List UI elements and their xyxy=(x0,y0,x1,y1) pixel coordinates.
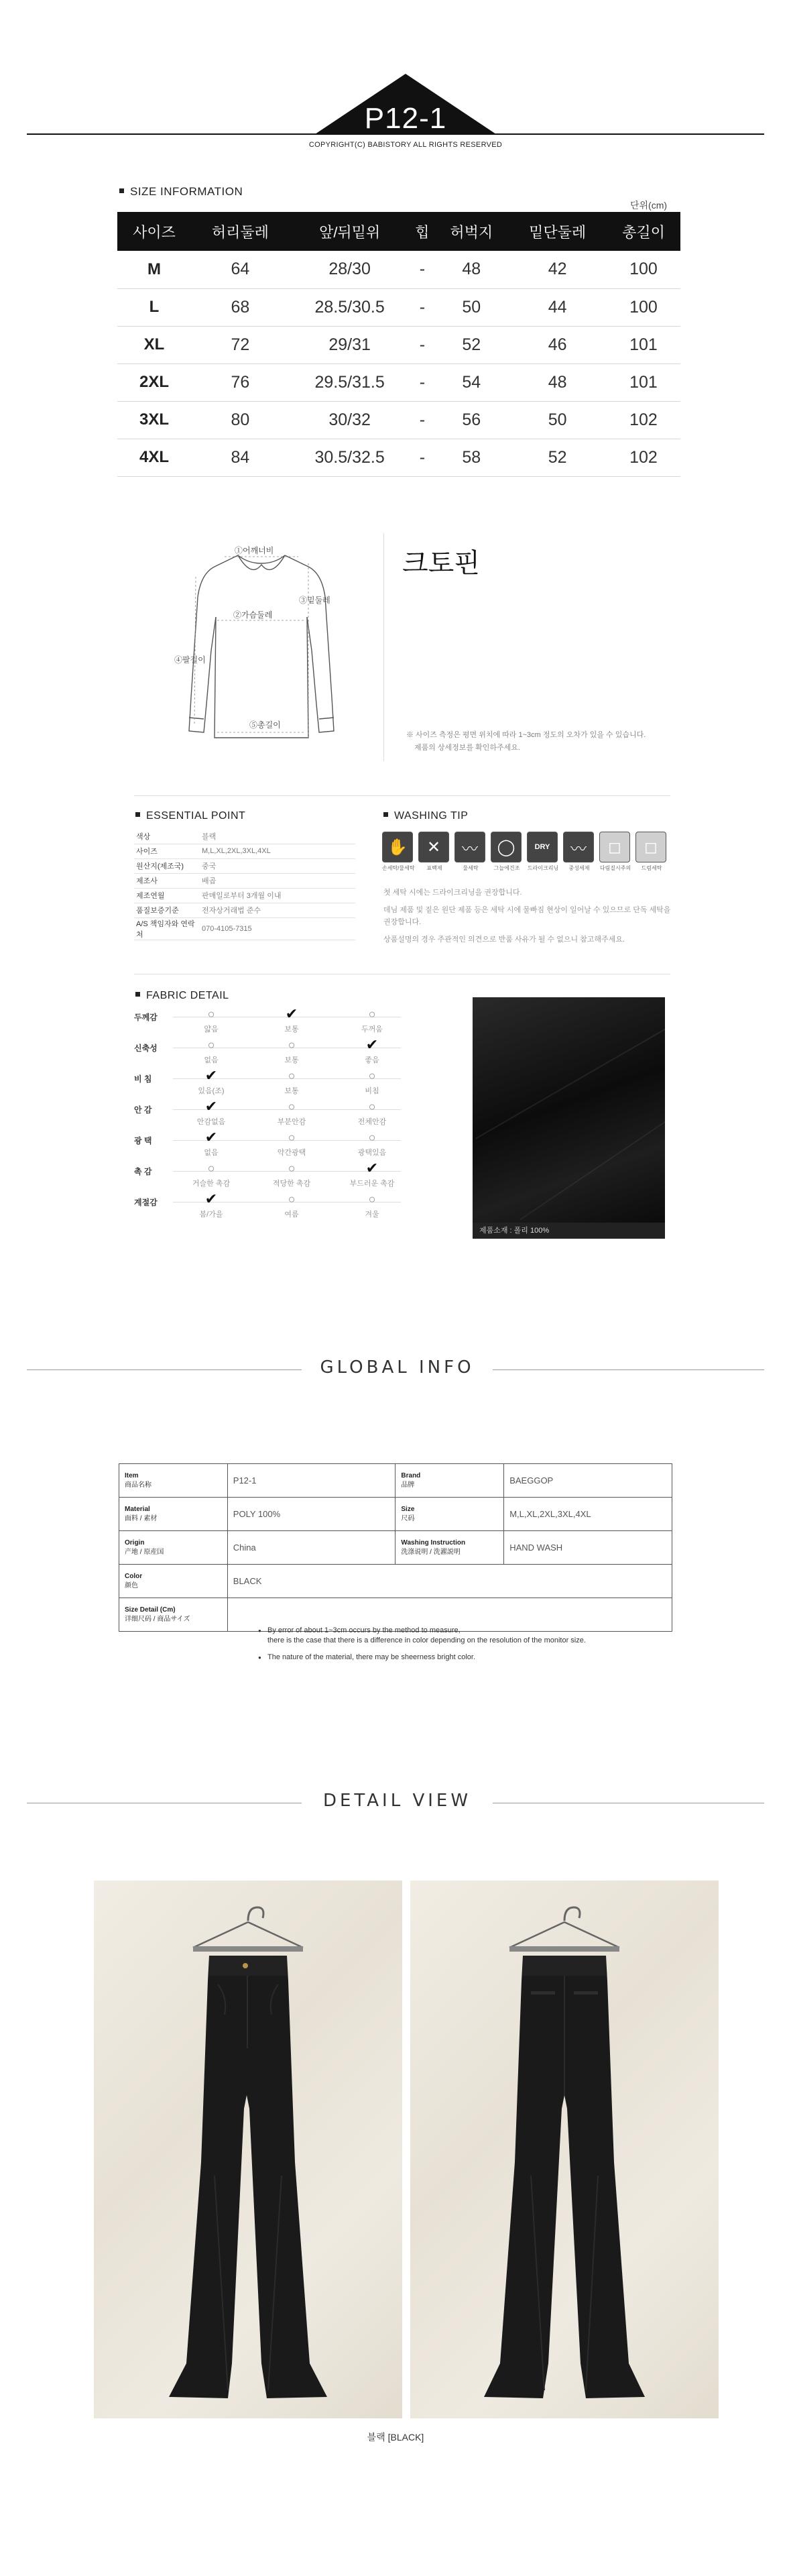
material-value: POLY 100% xyxy=(227,1498,396,1531)
size-cell: 84 xyxy=(191,439,290,476)
fabric-option xyxy=(335,1192,409,1219)
size-cell: 30.5/32.5 xyxy=(290,439,410,476)
global-info-rule-left xyxy=(27,1369,302,1370)
empty-circle-icon: ○ xyxy=(288,1192,296,1206)
size-cell: 54 xyxy=(434,363,508,401)
size-cell: 48 xyxy=(434,251,508,288)
global-info-key xyxy=(119,1498,228,1531)
washing-icon-glyph: ◻ xyxy=(635,832,666,862)
fabric-option-label: 부드러운 촉감 xyxy=(349,1180,395,1188)
product-name: 크토핀 xyxy=(402,549,480,578)
check-mark-icon: ✔ xyxy=(204,1067,218,1084)
global-info-note-line: ● By error of about 1~3cm occurs by the method to measure, xyxy=(267,1626,461,1634)
copyright-text: COPYRIGHT(C) BABISTORY ALL RIGHTS RESERVED xyxy=(308,141,503,149)
empty-circle-icon: ○ xyxy=(288,1038,296,1052)
empty-circle-icon: ○ xyxy=(207,1007,215,1021)
fabric-row-label: 촉 감 xyxy=(134,1167,152,1176)
size-cell: XL xyxy=(117,326,191,363)
essential-value: 배곱 xyxy=(198,873,355,888)
neutral-wash-icon xyxy=(563,832,595,869)
size-cell: 101 xyxy=(607,363,680,401)
washing-notes xyxy=(383,887,678,951)
size-cell: 68 xyxy=(191,288,290,326)
fabric-option xyxy=(174,1192,248,1219)
fabric-option xyxy=(255,1069,328,1096)
essential-key: 품질보증기준 xyxy=(134,903,198,917)
fabric-row-label: 비 침 xyxy=(134,1074,152,1084)
washing-icon-caption: 드럼세탁 xyxy=(641,865,662,871)
size-cell: 72 xyxy=(191,326,290,363)
essential-value: 중국 xyxy=(198,858,355,873)
fabric-option-label: 보통 xyxy=(284,1025,299,1033)
size-note-line: ※ 사이즈 측정은 평면 위치에 따라 1~3cm 정도의 오차가 있을 수 있습니다. xyxy=(406,731,646,739)
size-cell: M xyxy=(117,251,191,288)
color-caption: 블랙 [BLACK] xyxy=(367,2432,424,2443)
fabric-option xyxy=(255,1100,328,1127)
mesh-bag-icon xyxy=(635,832,668,869)
global-info-row xyxy=(119,1565,672,1598)
empty-circle-icon: ○ xyxy=(288,1069,296,1082)
fabric-row xyxy=(134,1069,416,1101)
item-label: Item xyxy=(125,1471,139,1479)
material-label: Material xyxy=(125,1505,150,1513)
global-info-note: ● The nature of the material, there may be sheerness bright color. xyxy=(258,1653,660,1663)
essential-value: 판매일로부터 3개월 이내 xyxy=(198,888,355,903)
measurement-diagram xyxy=(174,537,349,751)
global-info-key xyxy=(119,1565,228,1598)
fabric-detail-grid xyxy=(134,1007,416,1222)
essential-row xyxy=(134,858,355,873)
size-col-header: 힙 xyxy=(410,212,435,251)
washing-icon-caption: 표백제 xyxy=(426,865,442,871)
fabric-option-label: 안감없음 xyxy=(196,1118,226,1126)
size-cell: 80 xyxy=(191,401,290,439)
washing-icons xyxy=(382,832,677,885)
essential-point-title: ESSENTIAL POINT xyxy=(135,810,245,822)
fabric-row-label: 신축성 xyxy=(134,1044,158,1053)
essential-key: 제조연월 xyxy=(134,888,198,903)
size-cell: 100 xyxy=(607,251,680,288)
fabric-option-label: 좋음 xyxy=(365,1056,379,1064)
pants-back-photo xyxy=(410,1881,719,2418)
fabric-option xyxy=(335,1038,409,1065)
size-cell: 76 xyxy=(191,363,290,401)
empty-circle-icon: ○ xyxy=(288,1162,296,1175)
washing-value: HAND WASH xyxy=(504,1531,672,1565)
essential-value: 070-4105-7315 xyxy=(198,917,355,940)
color-label-kr: 颜色 xyxy=(125,1581,138,1589)
fabric-row-label: 광 택 xyxy=(134,1136,152,1145)
size-note xyxy=(406,729,688,754)
pants-front-photo xyxy=(94,1881,402,2418)
size-cell: - xyxy=(410,363,435,401)
size-note-line: 제품의 상세정보를 확인하주세요. xyxy=(414,744,520,752)
origin-value: China xyxy=(227,1531,396,1565)
fabric-option xyxy=(335,1100,409,1127)
check-mark-icon: ✔ xyxy=(204,1190,218,1207)
empty-circle-icon: ○ xyxy=(368,1100,376,1113)
section-divider xyxy=(134,795,670,796)
color-value: BLACK xyxy=(227,1565,672,1598)
fabric-option-label: 약간광택 xyxy=(277,1149,306,1157)
material-label-kr: 面料 / 素材 xyxy=(125,1514,158,1522)
fabric-option-label: 보통 xyxy=(284,1056,299,1064)
washing-icon-glyph: ◯ xyxy=(491,832,522,862)
fabric-row-label: 계절감 xyxy=(134,1198,158,1207)
essential-key: 제조사 xyxy=(134,873,198,888)
size-cell: 3XL xyxy=(117,401,191,439)
fabric-option xyxy=(174,1100,248,1127)
size-cell: 50 xyxy=(508,401,607,439)
essential-table xyxy=(134,829,355,940)
size-col-header: 허리둘레 xyxy=(191,212,290,251)
empty-circle-icon: ○ xyxy=(207,1162,215,1175)
essential-row xyxy=(134,844,355,858)
essential-row xyxy=(134,829,355,844)
pants-front-illustration xyxy=(94,1881,402,2418)
dry-icon xyxy=(527,832,559,869)
global-info-key xyxy=(119,1598,228,1632)
empty-circle-icon: ○ xyxy=(368,1069,376,1082)
washing-icon-caption: 드라이크리닝 xyxy=(527,865,559,871)
size-cell: 101 xyxy=(607,326,680,363)
size-info-title: SIZE INFORMATION xyxy=(119,185,243,199)
ironing-icon xyxy=(599,832,631,869)
fabric-row xyxy=(134,1192,416,1225)
washing-icon-caption: 물세탁 xyxy=(463,865,479,871)
size-cell: 52 xyxy=(508,439,607,476)
fabric-option-label: 겨울 xyxy=(365,1211,379,1219)
size-cell: 28.5/30.5 xyxy=(290,288,410,326)
empty-circle-icon: ○ xyxy=(288,1100,296,1113)
essential-key: 사이즈 xyxy=(134,844,198,858)
washing-note: 상품설명의 경우 주관적인 의견으로 반품 사유가 될 수 없으니 참고해주세요. xyxy=(383,936,625,944)
washing-icon-caption: 그늘에건조 xyxy=(493,865,520,871)
fabric-option-label: 없음 xyxy=(204,1149,219,1157)
fabric-option xyxy=(335,1131,409,1158)
size-cell: 64 xyxy=(191,251,290,288)
global-info-notes xyxy=(258,1626,660,1669)
fabric-option xyxy=(174,1069,248,1096)
essential-value: 전자상거래법 준수 xyxy=(198,903,355,917)
fabric-row-label: 두께감 xyxy=(134,1013,158,1022)
size-value: M,L,XL,2XL,3XL,4XL xyxy=(504,1498,672,1531)
check-mark-icon: ✔ xyxy=(204,1129,218,1145)
empty-circle-icon: ○ xyxy=(368,1131,376,1144)
washing-label-kr: 洗涤说明 / 洗濯説明 xyxy=(401,1548,461,1556)
size-row xyxy=(117,439,680,476)
global-info-key xyxy=(119,1464,228,1498)
washing-icon-caption: 다림질시주의 xyxy=(599,865,631,871)
global-info-rule-right xyxy=(493,1369,764,1370)
essential-value: M,L,XL,2XL,3XL,4XL xyxy=(198,844,355,858)
fabric-option xyxy=(255,1162,328,1188)
fabric-option-label: 두꺼움 xyxy=(361,1025,383,1033)
size-row xyxy=(117,326,680,363)
diagram-label-hem: ③밑둘레 xyxy=(299,596,330,605)
washing-note: 데님 제품 및 짙은 원단 제품 등은 세탁 시에 물빠짐 현상이 일어날 수 있으므로 단독 세탁을 권장합니다. xyxy=(383,906,671,926)
fabric-option xyxy=(255,1007,328,1034)
global-info-note xyxy=(258,1626,660,1646)
washing-tip-title: WASHING TIP xyxy=(383,810,468,822)
size-col-header: 사이즈 xyxy=(117,212,191,251)
essential-row xyxy=(134,888,355,903)
empty-circle-icon: ○ xyxy=(368,1007,376,1021)
size-cell: 58 xyxy=(434,439,508,476)
check-mark-icon: ✔ xyxy=(204,1098,218,1115)
size-cell: - xyxy=(410,251,435,288)
global-info-row xyxy=(119,1464,672,1498)
fabric-option-label: 전체안감 xyxy=(357,1118,387,1126)
size-row xyxy=(117,401,680,439)
brand-label: Brand xyxy=(401,1471,421,1479)
fabric-row-label: 안 감 xyxy=(134,1105,152,1115)
washing-icon-glyph: DRY xyxy=(527,832,558,862)
check-mark-icon: ✔ xyxy=(285,1005,298,1022)
size-cell: 52 xyxy=(434,326,508,363)
washing-label: Washing Instruction xyxy=(401,1538,466,1547)
washing-icon-glyph: ✋ xyxy=(382,832,413,862)
size-col-header: 밑단둘레 xyxy=(508,212,607,251)
item-label-kr: 商品名称 xyxy=(125,1481,151,1489)
detail-view-title: DETAIL VIEW xyxy=(322,1791,472,1811)
fabric-option xyxy=(255,1192,328,1219)
size-row xyxy=(117,363,680,401)
size-col-header: 앞/뒤밑위 xyxy=(290,212,410,251)
size-label-kr: 尺码 xyxy=(401,1514,415,1522)
size-cell: 2XL xyxy=(117,363,191,401)
fabric-option-label: 부분안감 xyxy=(277,1118,306,1126)
fabric-row xyxy=(134,1007,416,1040)
product-code: P12-1 xyxy=(364,102,447,135)
empty-circle-icon: ○ xyxy=(207,1038,215,1052)
essential-row xyxy=(134,873,355,888)
size-col-header: 총길이 xyxy=(607,212,680,251)
check-mark-icon: ✔ xyxy=(365,1036,379,1053)
washing-icon-glyph: ◻ xyxy=(599,832,630,862)
size-cell: 102 xyxy=(607,439,680,476)
fabric-option xyxy=(335,1069,409,1096)
essential-row xyxy=(134,917,355,940)
fabric-row xyxy=(134,1038,416,1070)
check-mark-icon: ✔ xyxy=(365,1160,379,1176)
washing-icon-caption: 중성세제 xyxy=(568,865,590,871)
size-row xyxy=(117,288,680,326)
fabric-option-label: 거슬한 촉감 xyxy=(192,1180,231,1188)
size-col-header: 허벅지 xyxy=(434,212,508,251)
fabric-photo-caption: 제품소재 : 폴리 100% xyxy=(473,1223,665,1239)
pants-back-illustration xyxy=(410,1881,719,2418)
size-cell: - xyxy=(410,401,435,439)
global-info-key xyxy=(396,1498,504,1531)
fabric-fold-highlight xyxy=(475,1017,665,1139)
size-table xyxy=(117,212,680,477)
global-info-key xyxy=(119,1531,228,1565)
size-cell: L xyxy=(117,288,191,326)
fabric-option xyxy=(335,1007,409,1034)
size-table-header-row xyxy=(117,212,680,251)
fabric-option xyxy=(255,1131,328,1158)
size-label: Size xyxy=(401,1505,415,1513)
empty-circle-icon: ○ xyxy=(368,1192,376,1206)
fabric-option-label: 비침 xyxy=(365,1087,379,1095)
essential-key: 색상 xyxy=(134,829,198,844)
page-header xyxy=(0,0,791,174)
dry-clean-icon xyxy=(491,832,523,869)
diagram-label-sleeve: ④팔길이 xyxy=(174,655,206,665)
fabric-option-label: 여름 xyxy=(284,1211,299,1219)
washing-icon-glyph: 〰 xyxy=(563,832,594,862)
essential-key: 원산지(제조국) xyxy=(134,858,198,873)
fabric-option xyxy=(335,1162,409,1188)
diagram-label-shoulder: ①어깨너비 xyxy=(235,546,274,555)
diagram-label-length: ⑤총길이 xyxy=(249,720,281,730)
diagram-label-chest: ②가슴둘레 xyxy=(233,610,273,620)
essential-value: 블랙 xyxy=(198,829,355,844)
size-cell: 50 xyxy=(434,288,508,326)
fabric-closeup-photo xyxy=(473,997,665,1239)
size-cell: 56 xyxy=(434,401,508,439)
washing-icon-glyph: 〰 xyxy=(454,832,485,862)
global-info-row xyxy=(119,1498,672,1531)
fabric-option xyxy=(255,1038,328,1065)
fabric-option-label: 있음(조) xyxy=(198,1087,225,1095)
diagram-divider xyxy=(383,533,384,761)
size-cell: 100 xyxy=(607,288,680,326)
global-info-key xyxy=(396,1464,504,1498)
hand-wash-icon xyxy=(382,832,414,869)
global-info-key xyxy=(396,1531,504,1565)
size-cell: - xyxy=(410,326,435,363)
item-value: P12-1 xyxy=(227,1464,396,1498)
size-cell: - xyxy=(410,439,435,476)
size-cell: 4XL xyxy=(117,439,191,476)
origin-label-kr: 产地 / 原産国 xyxy=(125,1548,164,1556)
fabric-option xyxy=(174,1038,248,1065)
brand-value: BAEGGOP xyxy=(504,1464,672,1498)
fabric-option-label: 광택있음 xyxy=(357,1149,387,1157)
global-info-note-line: there is the case that there is a difference in color depending on the resolution of the monitor size. xyxy=(267,1636,586,1644)
fabric-option xyxy=(174,1131,248,1158)
fabric-option xyxy=(174,1007,248,1034)
size-cell: 29.5/31.5 xyxy=(290,363,410,401)
fabric-row xyxy=(134,1100,416,1132)
washing-icon-glyph: ✕ xyxy=(418,832,449,862)
fabric-detail-title: FABRIC DETAIL xyxy=(135,990,229,1002)
global-info-row xyxy=(119,1531,672,1565)
water-temp-icon xyxy=(454,832,487,869)
size-cell: 42 xyxy=(508,251,607,288)
size-cell: 46 xyxy=(508,326,607,363)
essential-row xyxy=(134,903,355,917)
origin-label: Origin xyxy=(125,1538,145,1547)
fabric-row xyxy=(134,1162,416,1194)
fabric-row xyxy=(134,1131,416,1163)
fabric-option-label: 보통 xyxy=(284,1087,299,1095)
fabric-option xyxy=(174,1162,248,1188)
size-cell: 30/32 xyxy=(290,401,410,439)
size-cell: 29/31 xyxy=(290,326,410,363)
size-cell: 44 xyxy=(508,288,607,326)
washing-icon-caption: 손세탁/물세탁 xyxy=(382,865,415,871)
no-bleach-icon xyxy=(418,832,450,869)
size-detail-label-kr: 详细尺码 / 商品サイズ xyxy=(125,1615,190,1623)
size-unit: 단위(cm) xyxy=(630,200,668,211)
washing-note: 첫 세탁 시에는 드라이크리닝을 권장합니다. xyxy=(383,889,522,897)
essential-key: A/S 책임자와 연락처 xyxy=(134,917,198,940)
size-row xyxy=(117,251,680,288)
global-info-title: GLOBAL INFO xyxy=(320,1357,475,1378)
fabric-option-label: 적당한 촉감 xyxy=(272,1180,311,1188)
empty-circle-icon: ○ xyxy=(288,1131,296,1144)
fabric-option-label: 얇음 xyxy=(204,1025,219,1033)
size-cell: 102 xyxy=(607,401,680,439)
brand-label-kr: 品牌 xyxy=(401,1481,415,1489)
size-cell: 48 xyxy=(508,363,607,401)
size-cell: - xyxy=(410,288,435,326)
size-detail-label: Size Detail (Cm) xyxy=(125,1606,176,1614)
size-cell: 28/30 xyxy=(290,251,410,288)
fabric-option-label: 없음 xyxy=(204,1056,219,1064)
fabric-fold-highlight xyxy=(520,1084,665,1221)
color-label: Color xyxy=(125,1572,143,1580)
global-info-table xyxy=(119,1463,672,1632)
fabric-option-label: 봄/가을 xyxy=(199,1211,223,1219)
